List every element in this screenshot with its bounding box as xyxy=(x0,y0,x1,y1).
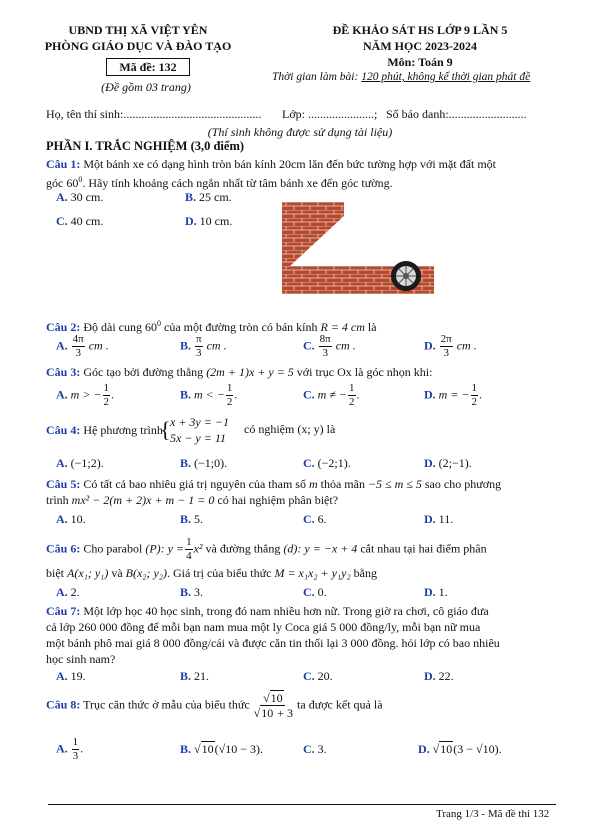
q4-text-b: có nghiệm (x; y) là xyxy=(244,422,336,436)
q1-option-c: C. 40 cm. xyxy=(56,214,104,228)
exam-code-box: Mã đề: 132 xyxy=(106,58,190,76)
q2-option-c: C. $\frac{8\pi}{3}$ cm . xyxy=(303,333,356,359)
q2-option-d: D. $\frac{2\pi}{3}$ cm . xyxy=(424,333,477,359)
q5-option-b: B. 5. xyxy=(180,512,204,526)
q8-label: Câu 8: xyxy=(46,697,81,712)
q1-label: Câu 1: xyxy=(46,157,81,171)
q7-label: Câu 7: xyxy=(46,604,81,618)
header-right-line1: ĐỀ KHẢO SÁT HS LỚP 9 LẦN 5 xyxy=(332,23,508,37)
q7-option-c: C. 20. xyxy=(303,669,333,683)
q4-option-d: D. (2;−1). xyxy=(424,456,472,470)
q2-option-b: B. $\frac{\pi}{3}$ cm . xyxy=(180,333,227,359)
q3-option-c: C. m ≠ − $\frac{1}{2}$ . xyxy=(303,382,360,408)
q8-text: Câu 8: Trục căn thức ở mẫu của biểu thức $\frac{√10}{√10 + 3}$ ta được kết quả là xyxy=(46,691,383,720)
q6-option-b: B. 3. xyxy=(180,585,204,599)
system-brace-icon: { xyxy=(160,417,171,442)
q1-text: Câu 1: Một bánh xe có dạng hình tròn bán kính 20cm lăn đến bức tường hợp với mặt đất một góc $60^0$. Hãy tính khoảng cách ngắn nhất từ tâm bánh xe đến góc tường. xyxy=(46,157,496,190)
q5-option-c: C. 6. xyxy=(303,512,327,526)
header-right-line2: NĂM HỌC 2023-2024 xyxy=(363,39,477,53)
q3-label: Câu 3: xyxy=(46,365,81,379)
q1-option-d: D. 10 cm. xyxy=(185,214,233,228)
section1-title: PHẦN I. TRẮC NGHIỆM (3,0 điểm) xyxy=(46,139,245,153)
q5-label: Câu 5: xyxy=(46,477,81,491)
q4-label: Câu 4: xyxy=(46,423,81,437)
q1-option-a: A. 30 cm. xyxy=(56,190,104,204)
q1-option-b: B. 25 cm. xyxy=(185,190,232,204)
student-class-field: Lớp: ......................; xyxy=(282,107,378,121)
student-id-field: Số báo danh:.......................... xyxy=(386,107,527,121)
header-right-line3: Môn: Toán 9 xyxy=(387,55,453,69)
q3-option-a: A. m > − $\frac{1}{2}$ . xyxy=(56,382,115,408)
q3-option-d: D. m = − $\frac{1}{2}$ . xyxy=(424,382,483,408)
q6-text-line2: biệt A(x₁; y₁) và B(x₂; y₂). Giá trị của biểu thức M = x₁x₂ + y₁y₂ bằng xyxy=(46,566,377,580)
q4-system: x + 3y = −1 5x − y = 11 xyxy=(170,415,229,445)
pages-note: (Đề gồm 03 trang) xyxy=(101,80,191,94)
q2-text: Câu 2: Độ dài cung $60^0$ của một đường tròn có bán kính R = 4 cm là xyxy=(46,319,377,334)
header-left-line1: UBND THỊ XÃ VIỆT YÊN xyxy=(68,23,208,37)
q6-option-c: C. 0. xyxy=(303,585,327,599)
q1-wall-wheel-figure xyxy=(282,202,434,294)
q7-option-d: D. 22. xyxy=(424,669,454,683)
q8-option-b: B. √10(√10 − 3). xyxy=(180,742,263,756)
student-name-field: Họ, tên thí sinh:.............................................. xyxy=(46,107,262,121)
q8-option-c: C. 3. xyxy=(303,742,327,756)
header-left-line2: PHÒNG GIÁO DỤC VÀ ĐÀO TẠO xyxy=(44,39,232,53)
exam-time: Thời gian làm bài: 120 phút, không kể thời gian phát đề xyxy=(272,71,531,83)
q5-option-d: D. 11. xyxy=(424,512,454,526)
q8-option-a: A. $\frac{1}{3}$ . xyxy=(56,736,84,762)
q4-option-b: B. (−1;0). xyxy=(180,456,228,470)
q5-text: Câu 5: Có tất cả bao nhiêu giá trị nguyên của tham số m thỏa mãn −5 ≤ m ≤ 5 sao cho phương trình mx² − 2(m + 2)x + m − 1 = 0 có hai nghiệm phân biệt? xyxy=(46,477,502,507)
wheel-icon xyxy=(391,261,421,291)
q7-text: Câu 7: Một lớp học 40 học sinh, trong đó nam nhiều hơn nữ. Trong giờ ra chơi, cô giáo đưa cả lớp 260 000 đồng để mỗi bạn nam mua một ly Coca giá 5 000 đồng/ly, mỗi bạn nữ mua một bánh phô mai giá 8 000 đồng/cái và được căn tin thối lại 3 000 đồng. hỏi lớp có bao nhiêu học sinh nam? xyxy=(46,604,500,666)
q6-option-d: D. 1. xyxy=(424,585,448,599)
q7-option-a: A. 19. xyxy=(56,669,86,683)
q4-text: Câu 4: Hệ phương trình xyxy=(46,423,163,437)
q3-option-b: B. m < − $\frac{1}{2}$ . xyxy=(180,382,238,408)
q4-option-a: A. (−1;2). xyxy=(56,456,104,470)
q2-label: Câu 2: xyxy=(46,320,81,334)
q6-label: Câu 6: xyxy=(46,541,81,556)
q8-option-d: D. √10(3 − √10). xyxy=(418,742,502,756)
footer-divider xyxy=(48,804,556,805)
q3-text: Câu 3: Góc tạo bởi đường thẳng (2m + 1)x + y = 5 với trục Ox là góc nhọn khi: xyxy=(46,365,433,379)
q6-option-a: A. 2. xyxy=(56,585,80,599)
footer-page-number: Trang 1/3 - Mã đề thi 132 xyxy=(436,808,550,820)
q7-option-b: B. 21. xyxy=(180,669,210,683)
q6-text-line1: Câu 6: Cho parabol (P): y = $\frac{1}{4}$ x² và đường thẳng (d): y = −x + 4 cắt nhau tại hai điểm phân xyxy=(46,536,487,562)
q5-option-a: A. 10. xyxy=(56,512,86,526)
q2-option-a: A. $\frac{4\pi}{3}$ cm . xyxy=(56,333,109,359)
q4-option-c: C. (−2;1). xyxy=(303,456,351,470)
no-docs-note: (Thí sinh không được sử dụng tài liệu) xyxy=(207,125,393,139)
